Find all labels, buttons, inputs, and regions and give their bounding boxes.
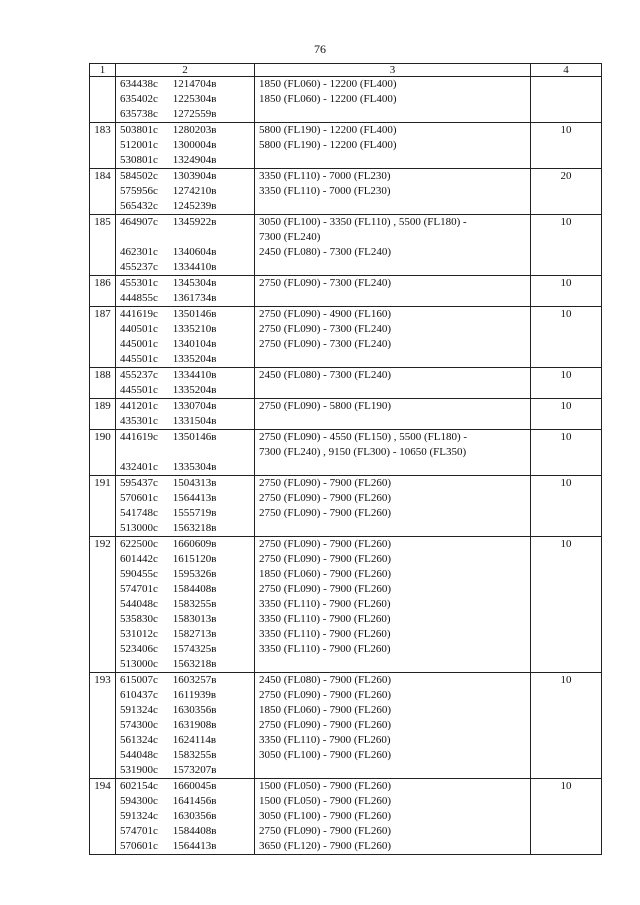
latitude-value: 615007c <box>120 674 158 686</box>
coordinate-line <box>120 215 254 230</box>
altitude-range <box>259 383 530 398</box>
coordinates-cell <box>116 307 255 368</box>
altitude-range: 1850 (FL060) - 7900 (FL260) <box>259 704 391 716</box>
latitude-value: 445501c <box>120 384 158 396</box>
coordinates-cell <box>116 276 255 307</box>
latitude-value: 584502c <box>120 170 158 182</box>
latitude-value: 445001c <box>120 338 158 350</box>
row-number: 184 <box>90 169 116 215</box>
altitude-range: 2750 (FL090) - 5800 (FL190) <box>259 400 391 412</box>
altitude-range: 2750 (FL090) - 7300 (FL240) <box>259 277 391 289</box>
coordinate-line <box>120 414 254 429</box>
table-row <box>90 215 602 276</box>
longitude-value: 1335204в <box>172 384 217 396</box>
coordinate-line <box>120 230 254 245</box>
coordinate-line <box>120 567 254 582</box>
coordinate-line <box>120 92 254 107</box>
altitude-range: 5800 (FL190) - 12200 (FL400) <box>259 124 397 136</box>
longitude-value: 1583255в <box>172 598 217 610</box>
latitude-value: 565432c <box>120 200 158 212</box>
altitude-cell <box>255 307 531 368</box>
latitude-value: 513000c <box>120 522 158 534</box>
altitude-range: 3350 (FL110) - 7900 (FL260) <box>259 734 391 746</box>
coordinate-line <box>120 107 254 122</box>
coordinates-cell <box>116 169 255 215</box>
altitude-range: 2750 (FL090) - 7300 (FL240) <box>259 323 391 335</box>
coordinate-line <box>120 430 254 445</box>
altitude-range <box>259 460 530 475</box>
longitude-value: 1564413в <box>172 840 217 852</box>
altitude-cell <box>255 779 531 855</box>
latitude-value: 635402c <box>120 93 158 105</box>
longitude-value: 1641456в <box>172 795 217 807</box>
longitude-value: 1345304в <box>172 277 217 289</box>
coordinate-line <box>120 245 254 260</box>
separation-value: 10 <box>531 123 602 169</box>
altitude-range: 2750 (FL090) - 7900 (FL260) <box>259 492 391 504</box>
row-number: 186 <box>90 276 116 307</box>
row-number: 191 <box>90 476 116 537</box>
longitude-value: 1330704в <box>172 400 217 412</box>
coordinate-line <box>120 184 254 199</box>
separation-value: 10 <box>531 537 602 673</box>
altitude-range <box>259 521 530 536</box>
coordinates-cell <box>116 399 255 430</box>
altitude-range: 2750 (FL090) - 7900 (FL260) <box>259 553 391 565</box>
latitude-value: 512001c <box>120 139 158 151</box>
longitude-value: 1350146в <box>172 431 217 443</box>
altitude-range: 7300 (FL240) , 9150 (FL300) - 10650 (FL350) <box>259 446 467 458</box>
latitude-value: 523406c <box>120 643 158 655</box>
row-number: 192 <box>90 537 116 673</box>
latitude-value: 445501c <box>120 353 158 365</box>
coordinate-line <box>120 138 254 153</box>
longitude-value: 1334410в <box>172 261 217 273</box>
table-body <box>90 77 602 855</box>
coordinate-line <box>120 77 254 92</box>
coordinate-line <box>120 291 254 306</box>
latitude-value: 601442c <box>120 553 158 565</box>
latitude-value: 503801c <box>120 124 158 136</box>
coordinate-line <box>120 824 254 839</box>
latitude-value: 441201c <box>120 400 158 412</box>
row-number: 193 <box>90 673 116 779</box>
longitude-value: 1340104в <box>172 338 217 350</box>
latitude-value: 622500c <box>120 538 158 550</box>
coordinate-line <box>120 368 254 383</box>
table-row <box>90 430 602 476</box>
latitude-value: 541748c <box>120 507 158 519</box>
longitude-value: 1350146в <box>172 308 217 320</box>
latitude-value: 570601c <box>120 492 158 504</box>
altitude-range: 3350 (FL110) - 7900 (FL260) <box>259 598 391 610</box>
coordinate-line <box>120 748 254 763</box>
separation-value: 10 <box>531 215 602 276</box>
altitude-range: 3350 (FL110) - 7000 (FL230) <box>259 185 391 197</box>
latitude-value: 634438c <box>120 78 158 90</box>
altitude-range <box>259 352 530 367</box>
altitude-cell <box>255 215 531 276</box>
latitude-value: 591324c <box>120 704 158 716</box>
altitude-range: 2750 (FL090) - 7900 (FL260) <box>259 538 391 550</box>
row-number: 185 <box>90 215 116 276</box>
latitude-value: 595437c <box>120 477 158 489</box>
longitude-value: 1624114в <box>172 734 217 746</box>
latitude-value: 455301c <box>120 277 158 289</box>
altitude-cell <box>255 476 531 537</box>
table-row <box>90 123 602 169</box>
longitude-value: 1563218в <box>172 658 217 670</box>
longitude-value: 1563218в <box>172 522 217 534</box>
table-row <box>90 537 602 673</box>
altitude-cell <box>255 368 531 399</box>
latitude-value: 455237c <box>120 369 158 381</box>
altitude-range: 2450 (FL080) - 7300 (FL240) <box>259 369 391 381</box>
coordinate-line <box>120 322 254 337</box>
coordinate-line <box>120 199 254 214</box>
column-header-4: 4 <box>531 64 602 77</box>
coordinate-line <box>120 337 254 352</box>
coordinate-line <box>120 521 254 536</box>
longitude-value: 1564413в <box>172 492 217 504</box>
coordinate-line <box>120 153 254 168</box>
table-row <box>90 307 602 368</box>
longitude-value: 1595326в <box>172 568 217 580</box>
altitude-range: 1500 (FL050) - 7900 (FL260) <box>259 780 391 792</box>
coordinate-line <box>120 383 254 398</box>
coordinates-cell <box>116 476 255 537</box>
longitude-value: 1335204в <box>172 353 217 365</box>
separation-value: 10 <box>531 430 602 476</box>
latitude-value: 531012c <box>120 628 158 640</box>
latitude-value: 610437c <box>120 689 158 701</box>
coordinate-line <box>120 260 254 275</box>
altitude-cell <box>255 123 531 169</box>
altitude-range <box>259 657 530 672</box>
altitude-range: 1850 (FL060) - 12200 (FL400) <box>259 93 397 105</box>
altitude-cell <box>255 77 531 123</box>
table-row <box>90 77 602 123</box>
altitude-range <box>259 763 530 778</box>
altitude-range: 3350 (FL110) - 7900 (FL260) <box>259 643 391 655</box>
row-number: 194 <box>90 779 116 855</box>
altitude-range: 2750 (FL090) - 7900 (FL260) <box>259 507 391 519</box>
longitude-value: 1335210в <box>172 323 217 335</box>
coordinates-cell <box>116 673 255 779</box>
coordinates-cell <box>116 215 255 276</box>
altitude-range <box>259 107 530 122</box>
latitude-value: 602154c <box>120 780 158 792</box>
longitude-value: 1615120в <box>172 553 217 565</box>
altitude-range: 2750 (FL090) - 7900 (FL260) <box>259 477 391 489</box>
coordinate-line <box>120 476 254 491</box>
altitude-range: 5800 (FL190) - 12200 (FL400) <box>259 139 397 151</box>
separation-value: 10 <box>531 399 602 430</box>
latitude-value: 544048c <box>120 749 158 761</box>
coordinate-line <box>120 673 254 688</box>
coordinates-cell <box>116 368 255 399</box>
coordinate-line <box>120 460 254 475</box>
latitude-value: 440501c <box>120 323 158 335</box>
coordinate-line <box>120 445 254 460</box>
table-row <box>90 276 602 307</box>
latitude-value: 570601c <box>120 840 158 852</box>
column-header-3: 3 <box>255 64 531 77</box>
latitude-value: 455237c <box>120 261 158 273</box>
altitude-range <box>259 414 530 429</box>
coordinates-cell <box>116 779 255 855</box>
longitude-value: 1574325в <box>172 643 217 655</box>
table-row <box>90 779 602 855</box>
airspace-table <box>89 63 602 855</box>
coordinate-line <box>120 763 254 778</box>
longitude-value: 1345922в <box>172 216 217 228</box>
longitude-value: 1630356в <box>172 810 217 822</box>
coordinate-line <box>120 718 254 733</box>
longitude-value: 1334410в <box>172 369 217 381</box>
altitude-range: 2750 (FL090) - 7900 (FL260) <box>259 689 391 701</box>
altitude-cell <box>255 430 531 476</box>
row-number: 188 <box>90 368 116 399</box>
altitude-range: 3050 (FL100) - 3350 (FL110) , 5500 (FL180) - <box>259 216 467 228</box>
column-header-1: 1 <box>90 64 116 77</box>
latitude-value: 462301c <box>120 246 158 258</box>
longitude-value: 1272559в <box>172 108 217 120</box>
coordinate-line <box>120 169 254 184</box>
row-number: 187 <box>90 307 116 368</box>
altitude-cell <box>255 537 531 673</box>
row-number: 183 <box>90 123 116 169</box>
separation-value: 10 <box>531 779 602 855</box>
altitude-range: 3050 (FL100) - 7900 (FL260) <box>259 749 391 761</box>
altitude-range: 2750 (FL090) - 4900 (FL160) <box>259 308 391 320</box>
longitude-value: 1324904в <box>172 154 217 166</box>
latitude-value: 435301c <box>120 415 158 427</box>
coordinate-line <box>120 582 254 597</box>
latitude-value: 574701c <box>120 825 158 837</box>
latitude-value: 590455c <box>120 568 158 580</box>
coordinate-line <box>120 352 254 367</box>
longitude-value: 1504313в <box>172 477 217 489</box>
altitude-range: 3050 (FL100) - 7900 (FL260) <box>259 810 391 822</box>
altitude-range <box>259 153 530 168</box>
altitude-range: 2750 (FL090) - 7300 (FL240) <box>259 338 391 350</box>
altitude-range: 3350 (FL110) - 7900 (FL260) <box>259 628 391 640</box>
latitude-value: 530801c <box>120 154 158 166</box>
latitude-value: 575956c <box>120 185 158 197</box>
coordinates-cell <box>116 123 255 169</box>
latitude-value: 544048c <box>120 598 158 610</box>
coordinate-line <box>120 688 254 703</box>
coordinates-cell <box>116 430 255 476</box>
column-header-2: 2 <box>116 64 255 77</box>
longitude-value: 1611939в <box>172 689 217 701</box>
altitude-range: 1500 (FL050) - 7900 (FL260) <box>259 795 391 807</box>
altitude-range: 1850 (FL060) - 7900 (FL260) <box>259 568 391 580</box>
separation-value: 10 <box>531 673 602 779</box>
row-number: 190 <box>90 430 116 476</box>
coordinate-line <box>120 657 254 672</box>
coordinate-line <box>120 642 254 657</box>
separation-value: 10 <box>531 368 602 399</box>
longitude-value: 1631908в <box>172 719 217 731</box>
altitude-range: 1850 (FL060) - 12200 (FL400) <box>259 78 397 90</box>
table-row <box>90 169 602 215</box>
coordinate-line <box>120 809 254 824</box>
altitude-cell <box>255 169 531 215</box>
longitude-value: 1303904в <box>172 170 217 182</box>
separation-value: 10 <box>531 307 602 368</box>
longitude-value: 1603257в <box>172 674 217 686</box>
longitude-value: 1280203в <box>172 124 217 136</box>
separation-value <box>531 77 602 123</box>
coordinate-line <box>120 491 254 506</box>
longitude-value: 1583255в <box>172 749 217 761</box>
header-row <box>90 64 602 77</box>
longitude-value: 1584408в <box>172 825 217 837</box>
latitude-value: 535830c <box>120 613 158 625</box>
latitude-value: 594300c <box>120 795 158 807</box>
longitude-value: 1214704в <box>172 78 217 90</box>
altitude-cell <box>255 276 531 307</box>
latitude-value: 432401c <box>120 461 158 473</box>
longitude-value: 1630356в <box>172 704 217 716</box>
latitude-value: 591324c <box>120 810 158 822</box>
page-number: 76 <box>314 42 326 56</box>
longitude-value: 1340604в <box>172 246 217 258</box>
latitude-value: 464907c <box>120 216 158 228</box>
latitude-value: 561324c <box>120 734 158 746</box>
coordinate-line <box>120 506 254 521</box>
altitude-range: 2750 (FL090) - 7900 (FL260) <box>259 583 391 595</box>
latitude-value: 574701c <box>120 583 158 595</box>
coordinate-line <box>120 307 254 322</box>
coordinate-line <box>120 123 254 138</box>
row-number: 189 <box>90 399 116 430</box>
coordinate-line <box>120 779 254 794</box>
coordinate-line <box>120 552 254 567</box>
coordinate-line <box>120 839 254 854</box>
latitude-value: 635738c <box>120 108 158 120</box>
longitude-value: 1555719в <box>172 507 217 519</box>
longitude-value: 1573207в <box>172 764 217 776</box>
table-row <box>90 368 602 399</box>
longitude-value: 1361734в <box>172 292 217 304</box>
longitude-value: 1660609в <box>172 538 217 550</box>
altitude-range <box>259 291 530 306</box>
table-row <box>90 673 602 779</box>
longitude-value: 1335304в <box>172 461 217 473</box>
altitude-range <box>259 260 530 275</box>
latitude-value: 441619c <box>120 431 158 443</box>
longitude-value: 1331504в <box>172 415 217 427</box>
altitude-range: 2450 (FL080) - 7900 (FL260) <box>259 674 391 686</box>
longitude-value: 1274210в <box>172 185 217 197</box>
altitude-range <box>259 199 530 214</box>
altitude-range: 7300 (FL240) <box>259 231 321 243</box>
coordinate-line <box>120 276 254 291</box>
latitude-value: 444855c <box>120 292 158 304</box>
coordinates-cell <box>116 537 255 673</box>
coordinate-line <box>120 703 254 718</box>
altitude-range: 3650 (FL120) - 7900 (FL260) <box>259 840 391 852</box>
coordinate-line <box>120 612 254 627</box>
separation-value: 10 <box>531 476 602 537</box>
coordinate-line <box>120 399 254 414</box>
altitude-range: 2750 (FL090) - 7900 (FL260) <box>259 825 391 837</box>
coordinate-line <box>120 537 254 552</box>
latitude-value: 574300c <box>120 719 158 731</box>
altitude-range: 2750 (FL090) - 7900 (FL260) <box>259 719 391 731</box>
longitude-value: 1245239в <box>172 200 217 212</box>
longitude-value: 1300004в <box>172 139 217 151</box>
coordinate-line <box>120 733 254 748</box>
altitude-range: 2450 (FL080) - 7300 (FL240) <box>259 246 391 258</box>
altitude-range: 3350 (FL110) - 7900 (FL260) <box>259 613 391 625</box>
table-row <box>90 399 602 430</box>
coordinates-cell <box>116 77 255 123</box>
latitude-value: 531900c <box>120 764 158 776</box>
latitude-value: 513000c <box>120 658 158 670</box>
altitude-cell <box>255 673 531 779</box>
coordinate-line <box>120 597 254 612</box>
table-row <box>90 476 602 537</box>
separation-value: 20 <box>531 169 602 215</box>
latitude-value: 441619c <box>120 308 158 320</box>
coordinate-line <box>120 794 254 809</box>
altitude-range: 2750 (FL090) - 4550 (FL150) , 5500 (FL180) - <box>259 431 468 443</box>
row-number <box>90 77 116 123</box>
longitude-value: 1584408в <box>172 583 217 595</box>
coordinate-line <box>120 627 254 642</box>
altitude-cell <box>255 399 531 430</box>
altitude-range: 3350 (FL110) - 7000 (FL230) <box>259 170 391 182</box>
separation-value: 10 <box>531 276 602 307</box>
longitude-value: 1582713в <box>172 628 217 640</box>
longitude-value: 1660045в <box>172 780 217 792</box>
longitude-value: 1583013в <box>172 613 217 625</box>
longitude-value: 1225304в <box>172 93 217 105</box>
